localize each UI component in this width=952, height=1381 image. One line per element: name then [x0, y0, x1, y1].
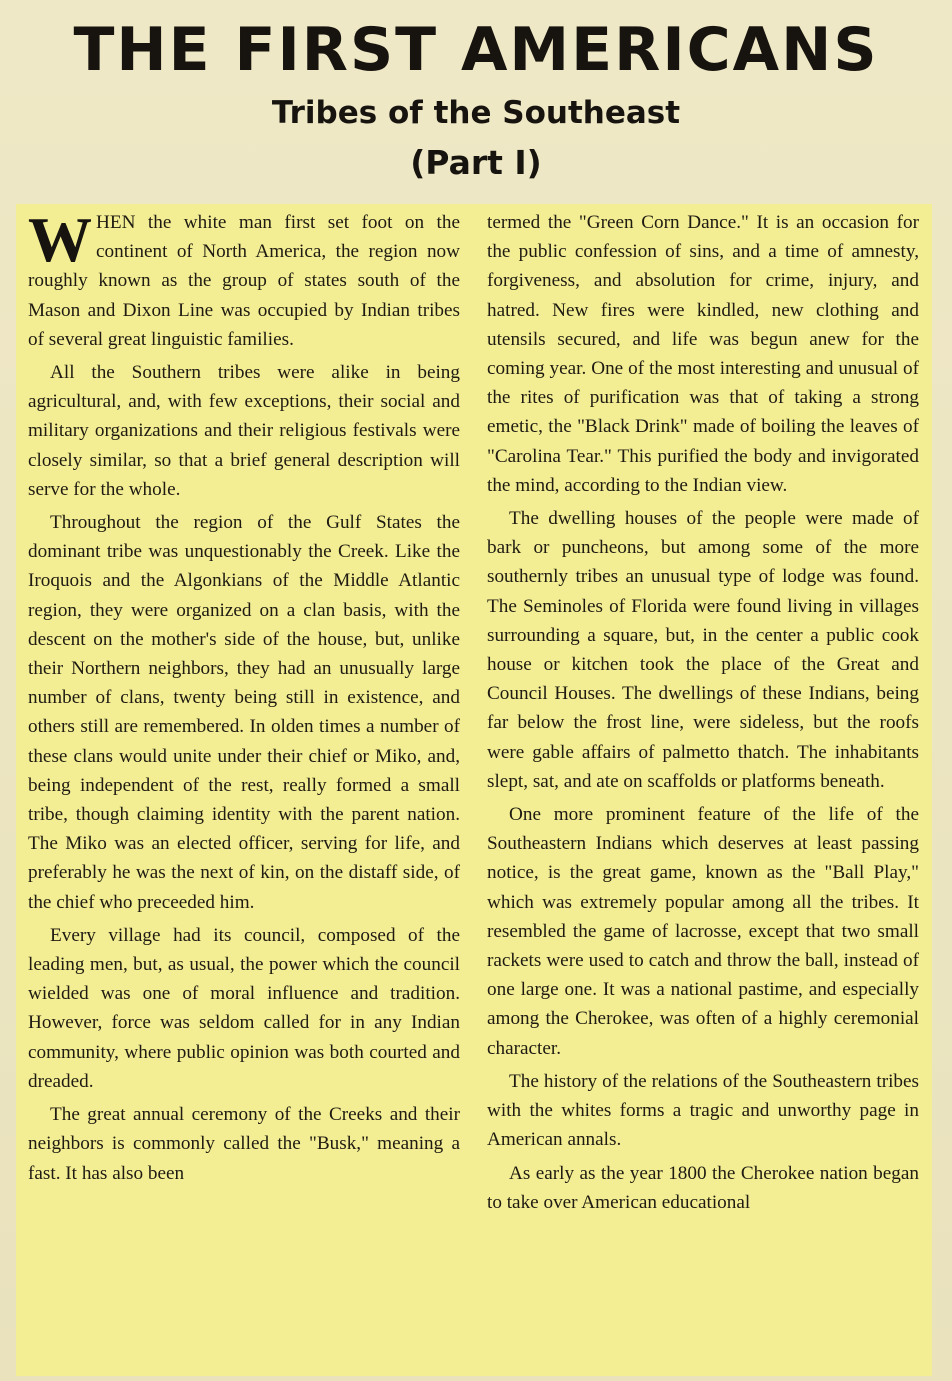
- paragraph: The history of the relations of the Southeastern tribes with the whites forms a tragic and unworthy page in American annals.: [487, 1070, 919, 1151]
- paragraph: As early as the year 1800 the Cherokee nation began to take over American educational: [487, 1162, 919, 1213]
- article-title: THE FIRST AMERICANS: [73, 15, 879, 85]
- right-column: [487, 208, 919, 1221]
- paragraph: Throughout the region of the Gulf States the dominant tribe was unquestionably the Creek. Like the Iroquois and the Algonkians of the Middle Atlantic region, they were organized on a clan basis, with the descent on the mother's side of the house, but, unlike their Northern neighbors, they had an unusually large number of clans, twenty being still in existence, and others still are remembered. In olden times a number of these clans would unite under their chief or Miko, and, being independent of the rest, really formed a small tribe, though claiming identity with the parent nation. The Miko was an elected officer, serving for life, and preferably he was the next of kin, on the distaff side, of the chief who preceeded him.: [28, 512, 460, 913]
- paragraph-text: HEN the white man first set foot on the continent of North America, the region now roughly known as the group of states south of the Mason and Dixon Line was occupied by Indian tribes of several great linguistic families.: [28, 212, 460, 350]
- article-subtitle: Tribes of the Southeast: [271, 95, 681, 131]
- paragraph: One more prominent feature of the life of the Southeastern Indians which deserves at least passing notice, is the great game, known as the "Ball Play," which was extremely popular among all the tribes. It resembled the game of lacrosse, except that two small rackets were used to catch and throw the ball, instead of one large one. It was a national pastime, and especially among the Cherokee, was often of a highly ceremonial character.: [487, 804, 919, 1059]
- paragraph: [28, 204, 460, 354]
- left-column: [28, 204, 460, 1192]
- drop-cap: W: [28, 204, 92, 275]
- paragraph: Every village had its council, composed of the leading men, but, as usual, the power which the council wielded was one of moral influence and tradition. However, force was seldom called for in any Indian community, where public opinion was both courted and dreaded.: [28, 924, 460, 1092]
- paragraph: All the Southern tribes were alike in being agricultural, and, with few exceptions, their social and military organizations and their religious festivals were closely similar, so that a brief general description will serve for the whole.: [28, 362, 460, 500]
- paragraph: The great annual ceremony of the Creeks and their neighbors is commonly called the "Busk," meaning a fast. It has also been: [28, 1104, 460, 1184]
- paragraph: termed the "Green Corn Dance." It is an occasion for the public confession of sins, and a time of amnesty, forgiveness, and absolution for crime, injury, and hatred. New fires were kindled, new clothing and utensils secured, and life was begun anew for the coming year. One of the most interesting and unusual of the rites of purification was that of taking a strong emetic, the "Black Drink" made of boiling the leaves of "Carolina Tear." This purified the body and invigorated the mind, according to the Indian view.: [487, 212, 919, 496]
- article-part-label: (Part I): [410, 143, 542, 182]
- paragraph: The dwelling houses of the people were made of bark or puncheons, but among some of the more southernly tribes an unusual type of lodge was found. The Seminoles of Florida were found living in villages surrounding a square, but, in the center a public cook house or kitchen took the place of the Great and Council Houses. The dwellings of these Indians, being far below the frost line, were sideless, but the roofs were gable affairs of palmetto thatch. The inhabitants slept, sat, and ate on scaffolds or platforms beneath.: [487, 508, 919, 792]
